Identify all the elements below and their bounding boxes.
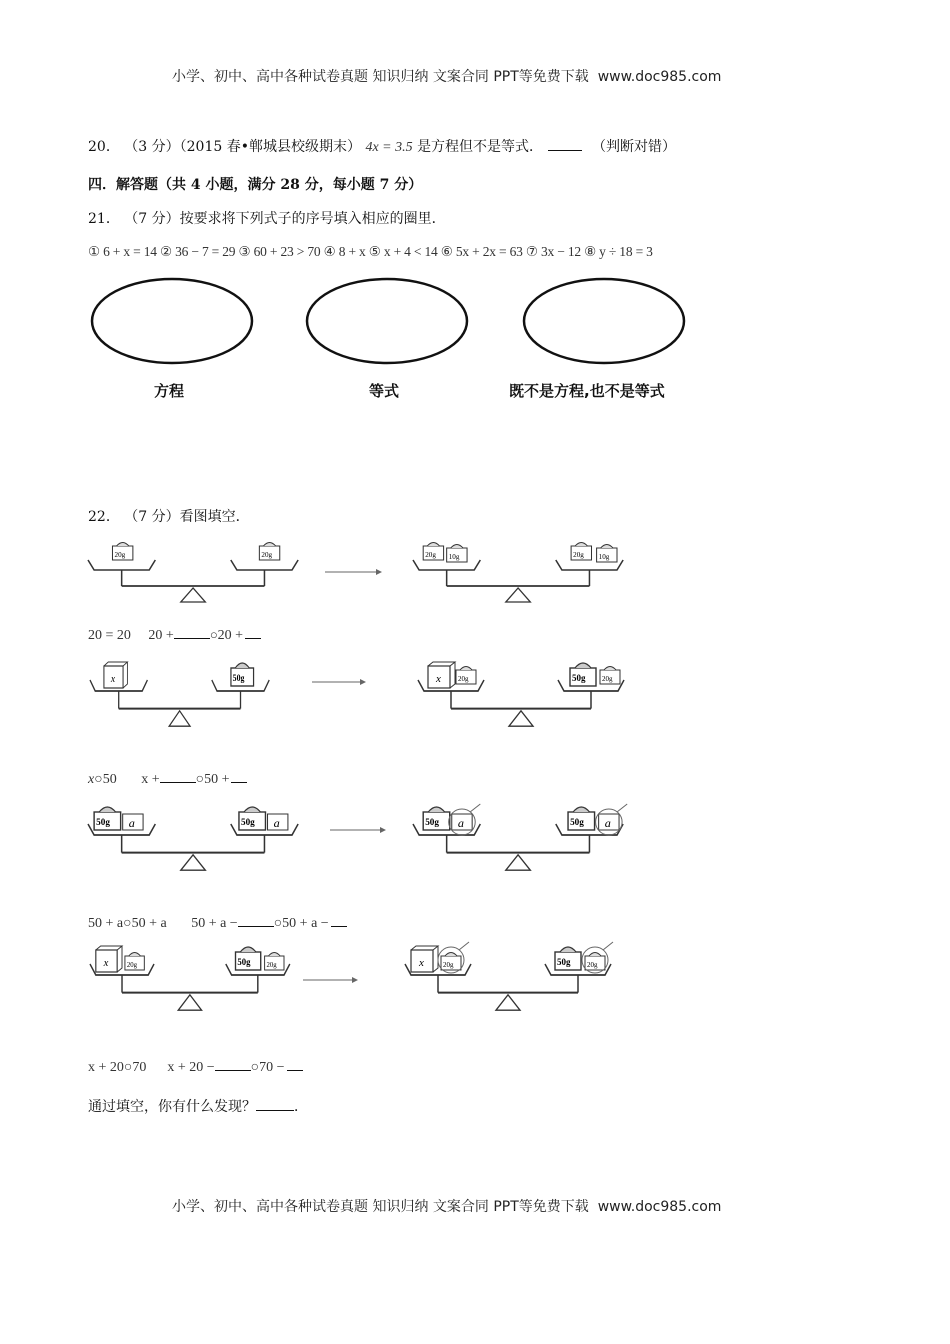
svg-text:50g: 50g (96, 817, 110, 827)
row3-blank-1[interactable] (238, 914, 274, 927)
q21-ellipses (0, 0, 950, 420)
row4-right-a: x + 20 − (167, 1060, 215, 1075)
q20-formula: 4x = 3.5 (365, 140, 413, 155)
svg-text:10g: 10g (448, 553, 460, 561)
section-4-title: 四．解答题（共 4 小题，满分 28 分，每小题 7 分） (88, 177, 423, 193)
svg-text:20g: 20g (261, 551, 273, 559)
q21-item-2: ② 36 − 7 = 29 (160, 244, 236, 259)
svg-text:50g: 50g (241, 817, 255, 827)
svg-text:a: a (128, 816, 135, 830)
diagram-1-after (413, 543, 623, 603)
row3-blank-2[interactable] (331, 914, 347, 927)
row1-right-a: 20 + (148, 628, 174, 643)
row4-blank-2[interactable] (287, 1058, 303, 1071)
svg-text:50g: 50g (425, 817, 439, 827)
svg-text:20g: 20g (458, 675, 469, 683)
row2-left-a: x (88, 772, 95, 787)
row3-left-b: 50 + a (131, 916, 167, 931)
svg-text:20g: 20g (126, 961, 138, 970)
q22-row-1 (88, 626, 261, 644)
row4-compare-circle-b[interactable]: ○ (250, 1060, 260, 1075)
finding-period: ． (294, 1099, 308, 1115)
row1-blank-2[interactable] (245, 626, 261, 639)
row2-left-b: 50 (102, 772, 117, 787)
label-neither: 既不是方程,也不是等式 (509, 382, 665, 400)
header-url[interactable]: www.doc985.com (597, 69, 722, 85)
finding-text: 通过填空，你有什么发现？ (88, 1099, 256, 1115)
svg-text:50g: 50g (572, 673, 586, 683)
svg-text:50g: 50g (237, 956, 251, 968)
row2-compare-circle-b[interactable]: ○ (195, 772, 205, 787)
q21-item-6: ⑥ 5x + 2x = 63 (440, 244, 523, 259)
svg-text:20g: 20g (266, 961, 277, 970)
row3-compare-circle-a[interactable]: ○ (123, 916, 132, 931)
label-equality: 等式 (369, 382, 400, 400)
svg-text:20g: 20g (587, 961, 598, 969)
row2-right-b: 50 + (204, 772, 230, 787)
svg-text:20g: 20g (425, 551, 436, 559)
row2-blank-2[interactable] (231, 770, 247, 783)
q22-row-4 (88, 1058, 303, 1076)
svg-text:50g: 50g (232, 672, 245, 684)
q20-number: 20． (88, 139, 120, 155)
q21-text: 按要求将下列式子的序号填入相应的圈里． (179, 211, 446, 227)
row4-right-b: 70 − (259, 1060, 285, 1075)
q22-score: （7 分） (124, 509, 180, 525)
q20-text: 是方程但不是等式． (417, 139, 544, 155)
question-22 (88, 506, 250, 526)
row1-left: 20 = 20 (88, 628, 131, 643)
ellipse-equality (307, 279, 467, 363)
q21-item-8: ⑧ y ÷ 18 = 3 (584, 244, 653, 259)
row2-blank-1[interactable] (160, 770, 196, 783)
footer-url[interactable]: www.doc985.com (597, 1199, 722, 1215)
label-equation: 方程 (154, 382, 185, 400)
row3-right-b: 50 + a − (282, 916, 329, 931)
svg-text:x: x (419, 957, 424, 969)
svg-text:x: x (110, 673, 116, 686)
footer-text: 小学、初中、高中各种试卷真题 知识归纳 文案合同 PPT等免费下载 (172, 1199, 589, 1215)
svg-text:x: x (436, 673, 441, 685)
svg-text:x: x (103, 956, 109, 970)
diagram-1-before (88, 543, 298, 603)
row2-right-a: x + (141, 772, 160, 787)
q22-row-2 (88, 770, 247, 788)
row2-compare-circle-a[interactable]: ○ (94, 772, 103, 787)
q22-finding (88, 1096, 308, 1116)
row3-right-a: 50 + a − (191, 916, 238, 931)
q21-item-4: ④ 8 + x (323, 244, 366, 259)
page-footer (172, 1196, 721, 1216)
q21-number: 21． (88, 211, 120, 227)
q20-suffix: （判断对错） (591, 139, 676, 155)
diagram-4-after (405, 942, 613, 1010)
row1-blank-1[interactable] (174, 626, 210, 639)
q21-item-7: ⑦ 3x − 12 (525, 244, 581, 259)
diagram-4-before (90, 946, 290, 1010)
svg-text:10g: 10g (598, 553, 610, 561)
svg-text:a: a (457, 816, 465, 830)
q22-text: 看图填空． (179, 509, 250, 525)
q22-number: 22． (88, 509, 120, 525)
svg-text:50g: 50g (570, 817, 584, 827)
row4-compare-circle-a[interactable]: ○ (123, 1060, 133, 1075)
diagram-2-after (418, 662, 624, 726)
ellipse-equation (92, 279, 252, 363)
q21-item-5: ⑤ x + 4 < 14 (368, 244, 438, 259)
row4-blank-1[interactable] (215, 1058, 251, 1071)
row3-left-a: 50 + a (88, 916, 124, 931)
svg-text:a: a (604, 816, 611, 830)
svg-text:20g: 20g (602, 675, 613, 683)
diagram-3-before (88, 807, 298, 870)
q22-row-3 (88, 914, 347, 932)
row3-compare-circle-b[interactable]: ○ (273, 916, 283, 931)
finding-blank[interactable] (256, 1098, 294, 1111)
svg-text:20g: 20g (573, 551, 584, 559)
q20-source: （2015 春•郸城县校级期末） (179, 139, 361, 155)
diagram-3-after (413, 804, 627, 870)
q21-item-1: ① 6 + x = 14 (88, 244, 157, 259)
row1-right-b: 20 + (217, 628, 244, 643)
q20-score: （3 分） (124, 139, 180, 155)
row4-left-b: 70 (132, 1060, 147, 1075)
svg-text:20g: 20g (443, 961, 454, 969)
q21-score: （7 分） (124, 211, 180, 227)
svg-text:a: a (273, 816, 280, 830)
svg-text:20g: 20g (114, 551, 126, 559)
header-text: 小学、初中、高中各种试卷真题 知识归纳 文案合同 PPT等免费下载 (172, 69, 589, 85)
q21-item-3: ③ 60 + 23 > 70 (238, 244, 321, 259)
ellipse-neither (524, 279, 684, 363)
row1-compare-circle[interactable]: ○ (209, 627, 218, 642)
svg-text:50g: 50g (557, 957, 571, 967)
row4-left-a: x + 20 (88, 1060, 124, 1075)
diagram-2-before (90, 662, 269, 726)
